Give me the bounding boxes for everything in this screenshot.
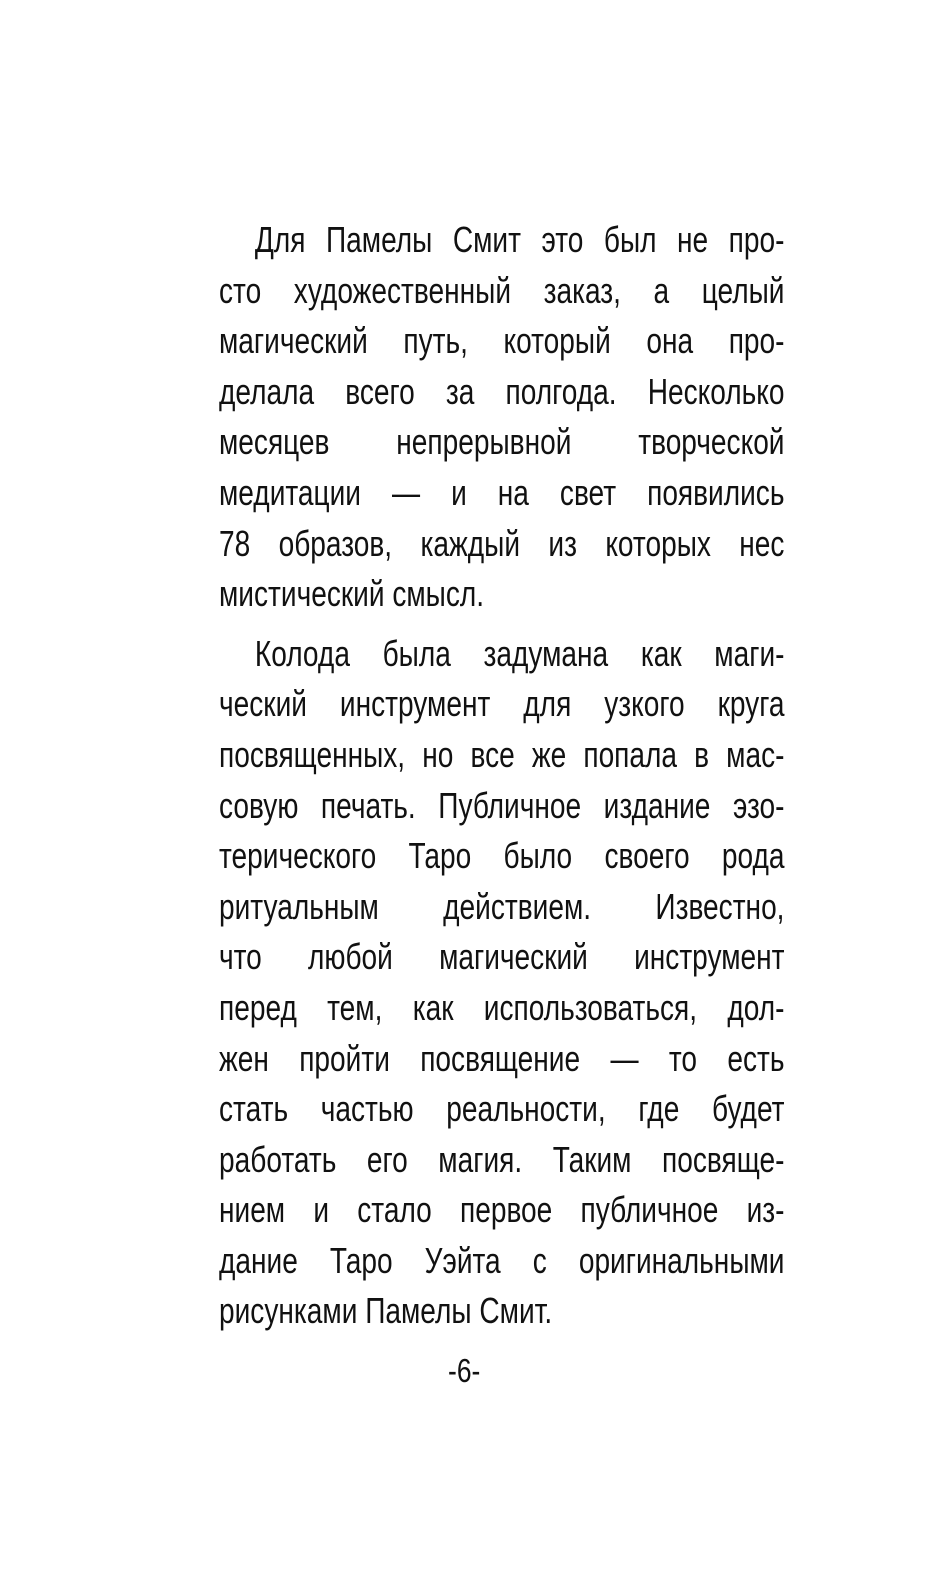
text-line: перед тем, как использоваться, дол- xyxy=(219,986,785,1028)
text-line: мистический смысл. xyxy=(219,573,485,615)
text-line: медитации — и на свет появились xyxy=(219,471,785,513)
text-line: Для Памелы Смит это был не про- xyxy=(254,219,785,260)
text-line: терического Таро было своего рода xyxy=(219,835,785,877)
body-text xyxy=(219,215,785,1337)
text-line: рисунками Памелы Смит. xyxy=(219,1290,553,1332)
text-line: 78 образов, каждый из которых нес xyxy=(219,522,785,564)
text-line: делала всего за полгода. Несколько xyxy=(219,370,785,412)
page-number xyxy=(0,1349,929,1393)
text-line: стать частью реальности, где будет xyxy=(219,1088,785,1130)
text-line: жен пройти посвящение — то есть xyxy=(219,1037,785,1079)
text-line: ритуальным действием. Известно, xyxy=(219,885,785,927)
text-line: что любой магический инструмент xyxy=(219,936,785,978)
text-line: месяцев непрерывной творческой xyxy=(219,421,785,463)
text-line: посвященных, но все же попала в мас- xyxy=(219,733,785,775)
paragraph xyxy=(219,215,785,620)
text-line: совую печать. Публичное издание эзо- xyxy=(219,784,785,826)
text-line: нием и стало первое публичное из- xyxy=(219,1189,785,1231)
text-line: сто художественный заказ, а целый xyxy=(219,269,785,311)
text-line: ческий инструмент для узкого круга xyxy=(219,683,785,725)
text-line: магический путь, который она про- xyxy=(219,320,785,362)
text-line: работать его магия. Таким посвяще- xyxy=(219,1138,785,1180)
text-line: дание Таро Уэйта с оригинальными xyxy=(219,1239,785,1281)
page-number-label: -6- xyxy=(448,1352,481,1389)
text-line: Колода была задумана как маги- xyxy=(254,632,785,674)
paragraph xyxy=(219,629,785,1337)
